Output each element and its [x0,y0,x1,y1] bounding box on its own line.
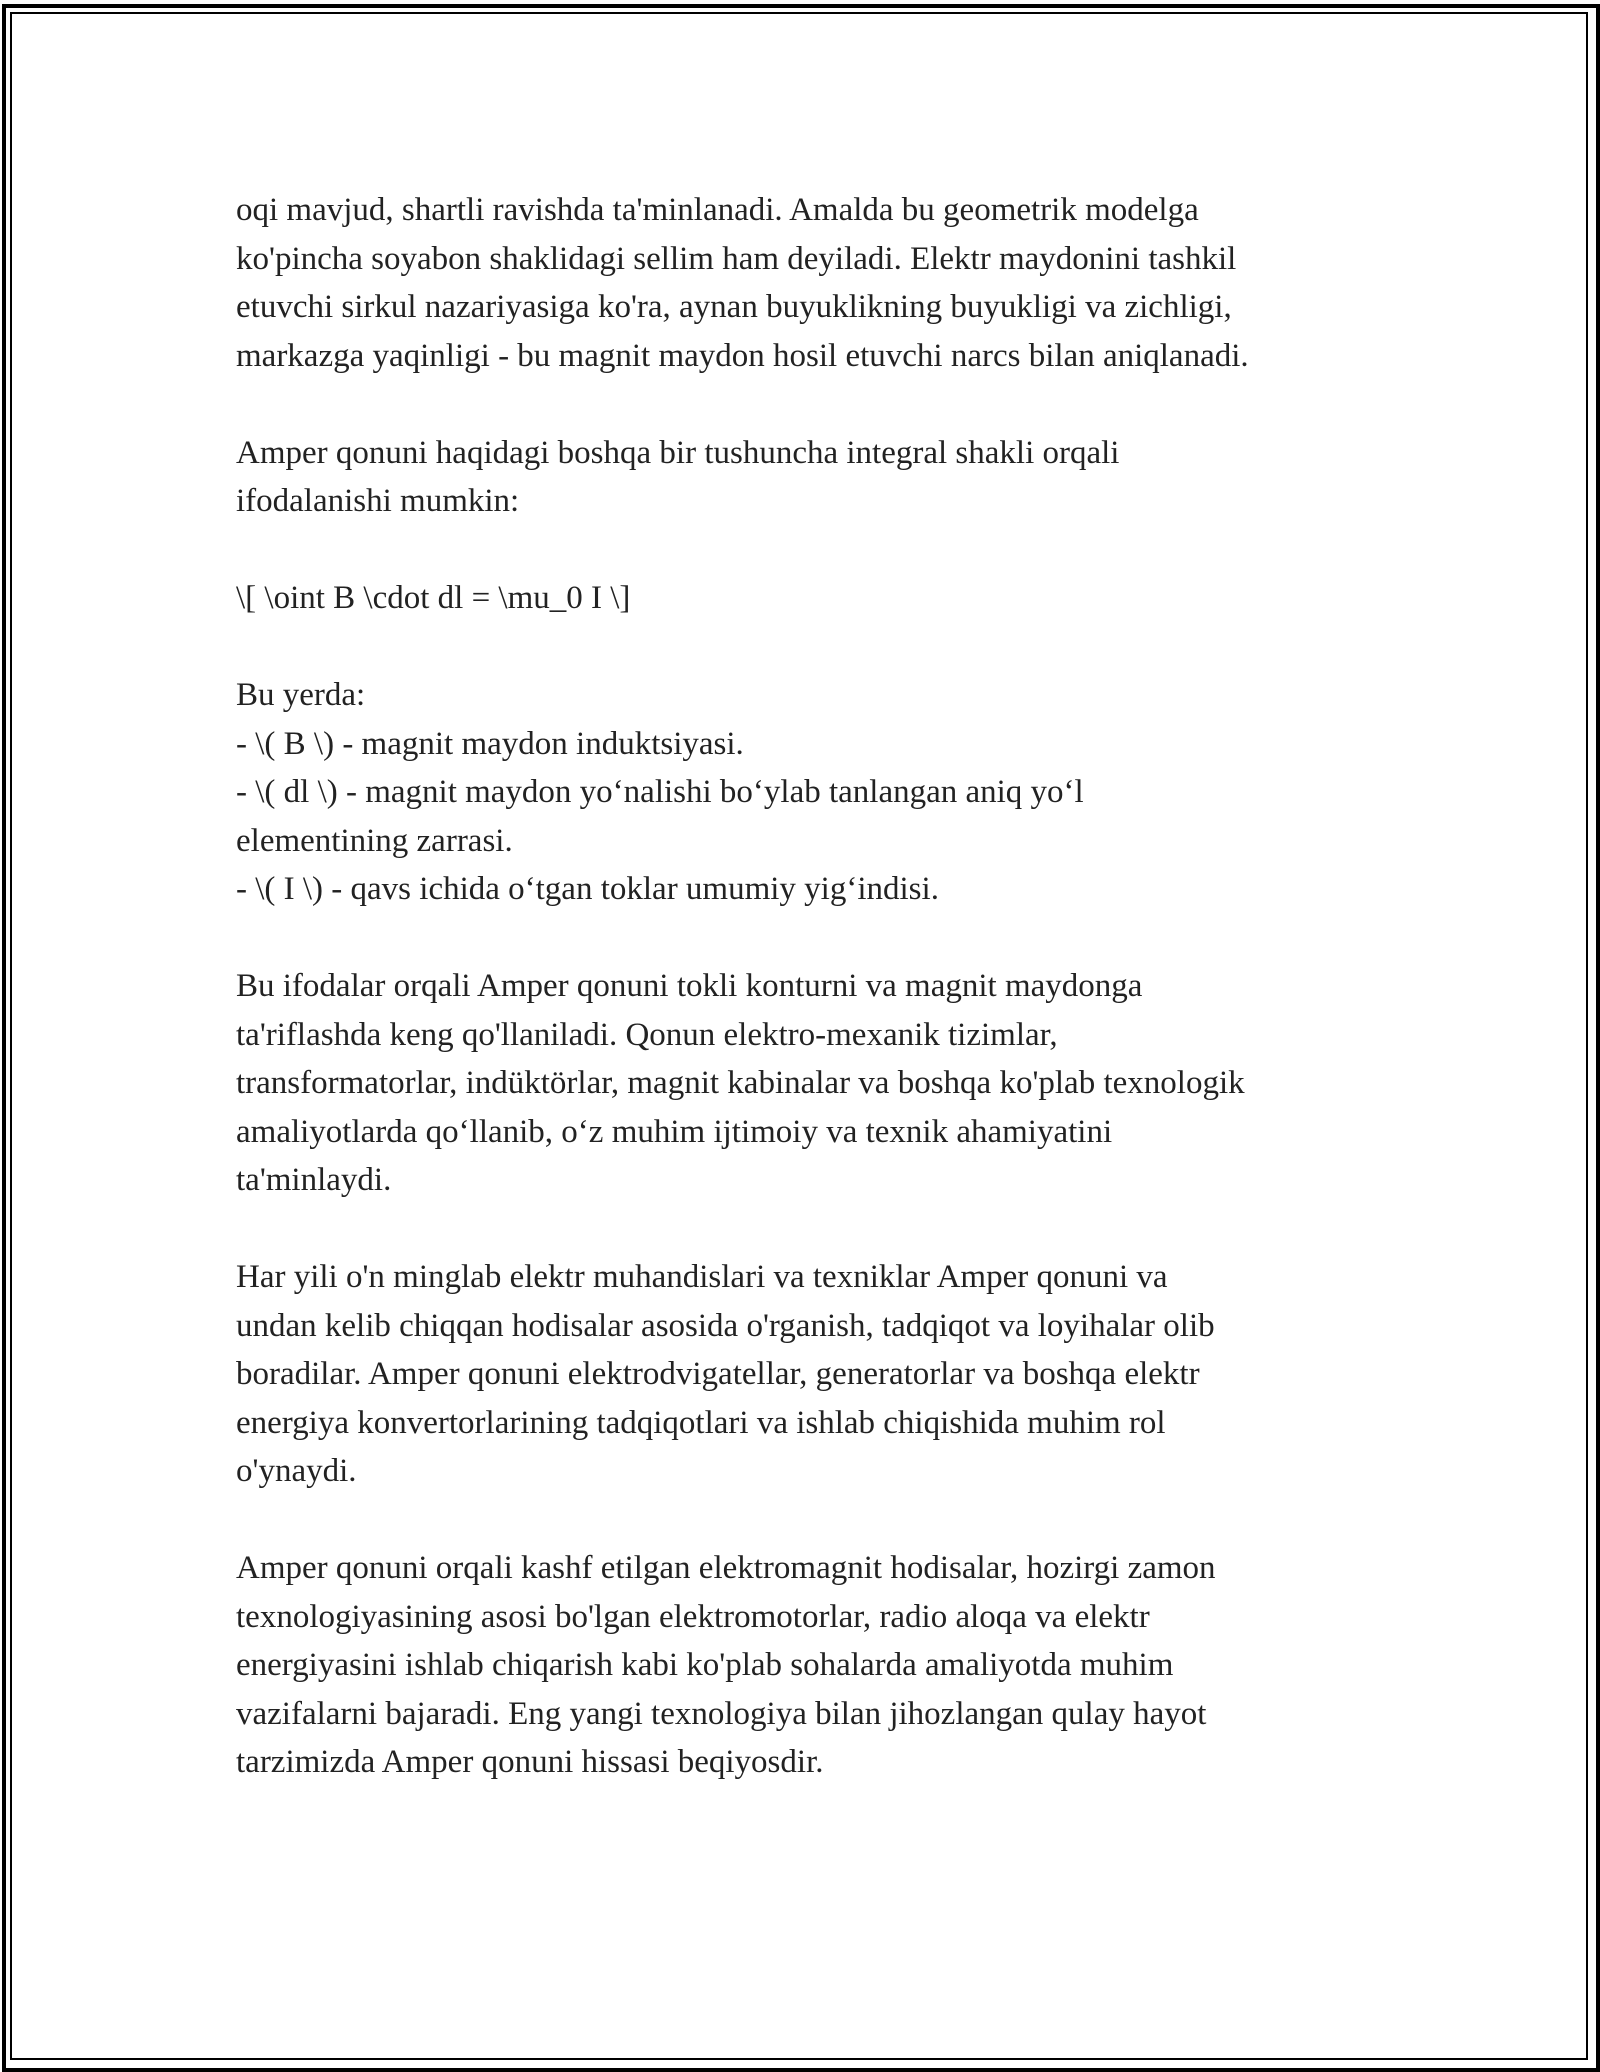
definition-item: - \( I \) - qavs ichida o‘tgan toklar umumiy yig‘indisi. [236,871,939,907]
text-line: ta'minlaydi. [236,1162,392,1198]
text-line: etuvchi sirkul nazariyasiga ko'ra, aynan buyuklikning buyukligi va zichligi, [236,289,1232,325]
paragraph-conclusion [236,1544,1396,1787]
text-line: boradilar. Amper qonuni elektrodvigatellar, generatorlar va boshqa elektr [236,1356,1200,1392]
text-line: Amper qonuni orqali kashf etilgan elektromagnit hodisalar, hozirgi zamon [236,1550,1216,1586]
definition-item: - \( B \) - magnit maydon induktsiyasi. [236,725,744,762]
paragraph-applications [236,962,1396,1205]
text-line: tarzimizda Amper qonuni hissasi beqiyosdir. [236,1744,824,1780]
text-line: energiyasini ishlab chiqarish kabi ko'plab sohalarda amaliyotda muhim [236,1647,1174,1683]
text-line: markazga yaqinligi - bu magnit maydon hosil etuvchi narcs bilan aniqlanadi. [236,337,1249,374]
text-line: oqi mavjud, shartli ravishda ta'minlanadi. Amalda bu geometrik modelga [236,192,1199,228]
text-line: Bu yerda: [236,677,366,713]
text-line: Amper qonuni haqidagi boshqa bir tushuncha integral shakli orqali [236,434,1120,471]
paragraph-definitions [236,671,1396,914]
formula-text: \[ \oint B \cdot dl = \mu_0 I \] [236,580,631,616]
document-body [236,186,1396,1787]
text-line: o'ynaydi. [236,1453,357,1489]
definition-item: - \( dl \) - magnit maydon yo‘nalishi bo‘ylab tanlangan aniq yo‘l [236,774,1084,810]
paragraph-geometric-model [236,186,1396,380]
paragraph-engineers [236,1253,1396,1496]
text-line: texnologiyasining asosi bo'lgan elektromotorlar, radio aloqa va elektr [236,1598,1150,1635]
text-line: vazifalarni bajaradi. Eng yangi texnologiya bilan jihozlangan qulay hayot [236,1695,1207,1732]
text-line: amaliyotlarda qo‘llanib, o‘z muhim ijtimoiy va texnik ahamiyatini [236,1113,1113,1150]
definition-item: elementining zarrasi. [236,822,513,859]
text-line: Bu ifodalar orqali Amper qonuni tokli konturni va magnit maydonga [236,968,1143,1004]
text-line: energiya konvertorlarining tadqiqotlari va ishlab chiqishida muhim rol [236,1404,1166,1441]
formula-ampere-law [236,574,1396,623]
text-line: ifodalanishi mumkin: [236,483,520,519]
paragraph-integral-intro [236,429,1396,526]
text-line: Har yili o'n minglab elektr muhandislari va texniklar Amper qonuni va [236,1259,1168,1295]
text-line: transformatorlar, indüktörlar, magnit kabinalar va boshqa ko'plab texnologik [236,1065,1245,1101]
text-line: ta'riflashda keng qo'llaniladi. Qonun elektro-mexanik tizimlar, [236,1016,1058,1053]
text-line: undan kelib chiqqan hodisalar asosida o'rganish, tadqiqot va loyihalar olib [236,1307,1215,1344]
text-line: ko'pincha soyabon shaklidagi sellim ham deyiladi. Elektr maydonini tashkil [236,240,1237,277]
